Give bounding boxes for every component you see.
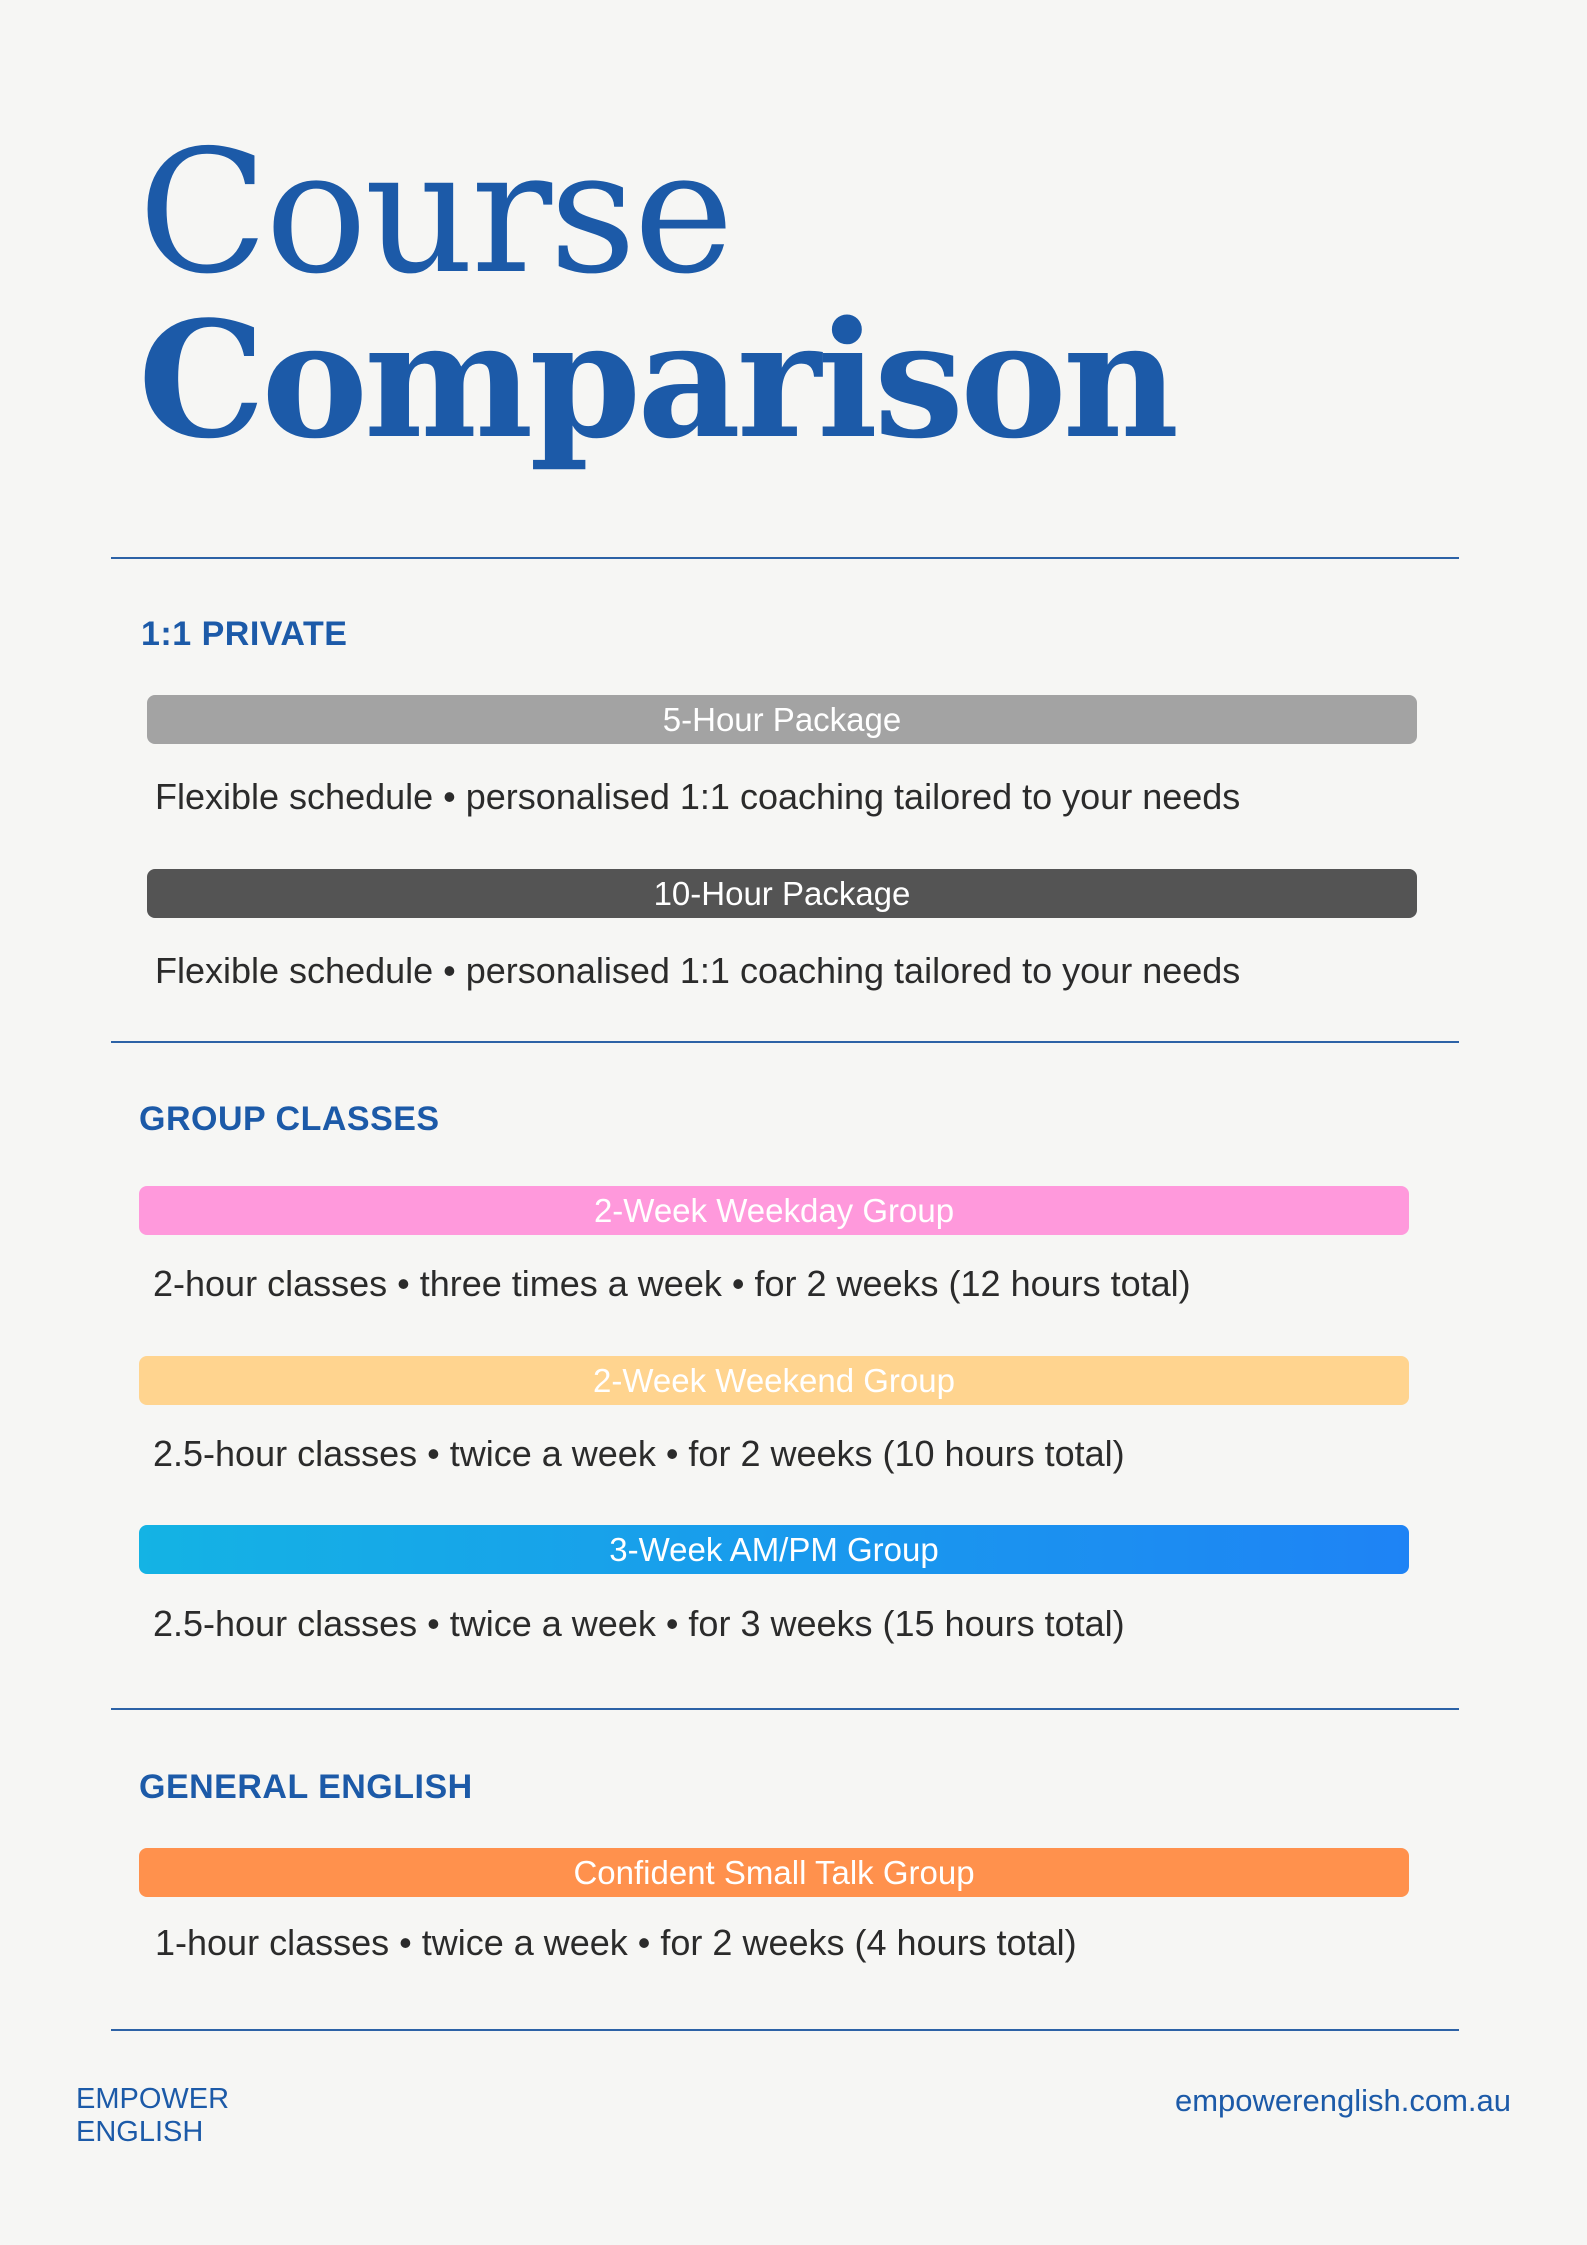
divider	[111, 557, 1459, 559]
package-desc-10-hour: Flexible schedule • personalised 1:1 coaching tailored to your needs	[155, 950, 1241, 991]
section-heading-private: 1:1 PRIVATE	[141, 615, 348, 653]
footer-brand-line1: EMPOWER	[76, 2083, 230, 2115]
course-bar-weekday-group: 2-Week Weekday Group	[139, 1186, 1409, 1235]
course-bar-am-pm-group: 3-Week AM/PM Group	[139, 1525, 1409, 1574]
section-heading-group-classes: GROUP CLASSES	[139, 1100, 440, 1138]
footer-brand	[76, 2083, 229, 2149]
title-line-course: Course	[138, 114, 732, 312]
course-desc-weekend-group: 2.5-hour classes • twice a week • for 2 weeks (10 hours total)	[153, 1433, 1125, 1474]
section-heading-general-english: GENERAL ENGLISH	[139, 1768, 473, 1806]
footer-website-link[interactable]: empowerenglish.com.au	[1174, 2083, 1511, 2118]
course-desc-weekday-group: 2-hour classes • three times a week • for 2 weeks (12 hours total)	[153, 1263, 1191, 1304]
divider	[111, 1041, 1459, 1043]
package-desc-5-hour: Flexible schedule • personalised 1:1 coaching tailored to your needs	[155, 776, 1241, 817]
title-line-comparison: Comparison	[138, 286, 1176, 474]
package-bar-5-hour: 5-Hour Package	[147, 695, 1417, 744]
footer-brand-line2: ENGLISH	[76, 2116, 204, 2148]
package-bar-10-hour: 10-Hour Package	[147, 869, 1417, 918]
divider	[111, 1708, 1459, 1710]
course-bar-weekend-group: 2-Week Weekend Group	[139, 1356, 1409, 1405]
course-desc-small-talk-group: 1-hour classes • twice a week • for 2 weeks (4 hours total)	[155, 1922, 1077, 1963]
divider	[111, 2029, 1459, 2031]
course-desc-am-pm-group: 2.5-hour classes • twice a week • for 3 weeks (15 hours total)	[153, 1603, 1125, 1644]
course-bar-small-talk-group: Confident Small Talk Group	[139, 1848, 1409, 1897]
